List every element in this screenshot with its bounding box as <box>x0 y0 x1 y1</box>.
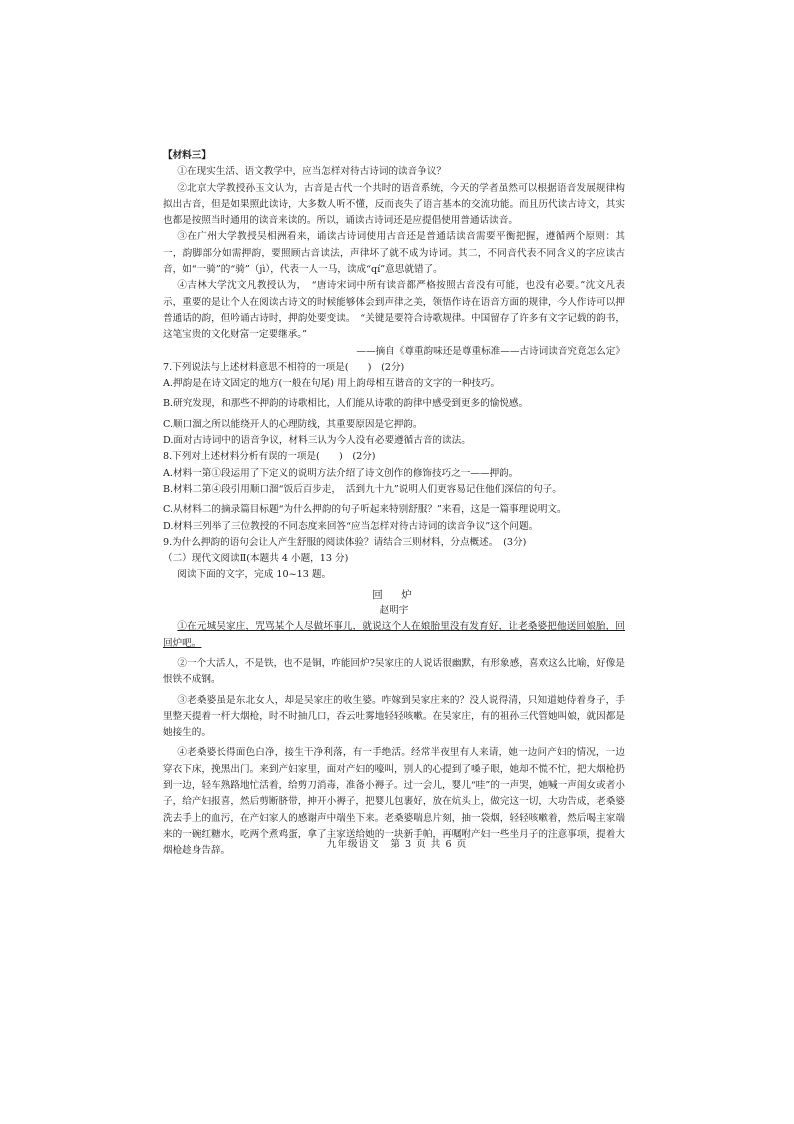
story-title: 回 炉 <box>372 588 416 601</box>
question-7-option-b: B.研究发现，和那些不押韵的诗歌相比，人们能从诗歌的韵律中感受到更多的愉悦感。 <box>163 398 529 410</box>
question-8-option-b: B.材料二第④段引用顺口溜“饭后百步走， 活到九十九”说明人们更容易记住他们深信的句子。 <box>163 483 562 495</box>
story-paragraph-1: ①在元城吴家庄，咒骂某个人尽做坏事儿，就说这个人在娘胎里没有发育好，让老桑婆把他送回娘胎，回回炉吧。 <box>163 621 625 649</box>
section2-heading: （二）现代文阅读Ⅱ(本题共 4 小题，13 分) <box>163 553 349 565</box>
question-7-option-c: C.顺口溜之所以能绕开人的心理防线，其重要原因是它押韵。 <box>163 418 423 430</box>
question-7-option-a: A.押韵是在诗文固定的地方(一般在句尾) 用上韵母相互谐音的文字的一种技巧。 <box>163 378 501 390</box>
section2-instruction: 阅读下面的文字，完成 10~13 题。 <box>177 569 332 581</box>
material3-paragraph-2: ②北京大学教授孙玉文认为，古音是古代一个共时的语音系统，今天的学者虽然可以根据语音发展规律构拟出古音，但是如果照此读诗，大多数人听不懂，反而丧失了语言基本的交流功能。而且历代读古诗文，其实也都是按照当时通用的读音来读的。所以，诵读古诗词还是应提倡使用普通话读音。 <box>163 182 625 227</box>
story-paragraph-4: ④老桑婆长得面色白净，接生干净利落，有一手绝活。经常半夜里有人来请，她一边问产妇的情况，一边穿衣下床，挽黑出门。来到产妇家里，面对产妇的嚎叫，别人的心提到了嗓子眼，她却不慌不忙，把大烟枪扔到一边，轻车熟路地忙活着，给剪刀消毒，准备小褥子。过一会儿，婴儿“哇”的一声哭，她喊一声闺女或者小子，给产妇报喜，然后剪断脐带，抻开小褥子，把婴儿包裹好，放在炕头上，做完这一切，大功告成，老桑婆洗去手上的血污，在产妇家人的感谢声中端坐下来。老桑婆喘息片刻，抽一袋烟，轻轻咳嗽着，然后喝主家端来的一碗红糖水，吃两个煮鸡蛋，拿了主家送给她的一块新手帕，再嘱咐产妇一些坐月子的注意事项，提着大烟枪趁身告辞。 <box>163 747 625 857</box>
material3-paragraph-4: ④吉林大学沈文凡教授认为， “唐诗宋词中所有读音都严格按照古音没有可能，也没有必要。”沈文凡表示，重要的是让个人在阅读古诗文的时候能够体会到声律之美，领悟作诗在语音方面的规律，今人作诗可以押普通话的韵，但吟诵古诗时，押韵处要变读。 “关键是要符合诗歌规律。中国留存了许多有文字记载的韵书，这笔宝贵的文化财富一定要继承。” <box>163 280 625 341</box>
page-footer: 九年级语文 第 3 页 共 6 页 <box>326 839 468 850</box>
story-paragraph-3: ③老桑婆虽是东北女人，却是吴家庄的收生婆。咋嫁到吴家庄来的？没人说得清，只知道她侍着身子，手里整天提着一杆大烟枪，时不时抽几口，吞云吐雾地轻轻咳嗽。在吴家庄，有的祖孙三代管她叫娘，就因都是她接生的。 <box>163 694 625 739</box>
question-9: 9.为什么押韵的语句会让人产生舒服的阅读体验？请结合三则材料，分点概述。 (3分) <box>163 536 527 548</box>
question-8-option-a: A.材料一第①段运用了下定义的说明方法介绍了诗文创作的修饰技巧之一——押韵。 <box>163 467 519 479</box>
question-8-option-d: D.材料三列举了三位教授的不同态度来回答“应当怎样对待古诗词的读音争议”这个问题。 <box>163 520 539 532</box>
question-8-option-c: C.从材料二的摘录篇目标题“为什么押韵的句子听起来特别舒服？”来看，这是一篇事理说明文。 <box>163 504 567 516</box>
question-7: 7.下列说法与上述材料意思不相符的一项是( ) (2分) <box>163 361 405 373</box>
story-author: 赵明宇 <box>379 605 409 617</box>
material3-paragraph-1: ①在现实生活、语文教学中，应当怎样对待古诗词的读音争议？ <box>177 166 447 178</box>
question-7-option-d: D.面对古诗词中的语音争议，材料三认为今人没有必要遵循古音的读法。 <box>163 435 471 447</box>
material3-paragraph-3: ③在广州大学教授吴相洲看来，诵读古诗词使用古音还是普通话读音需要平衡把握，遵循两个原则：其一，韵脚部分如需押韵，要照顾古音读法，声律坏了就不成为诗词。其二，不同音代表不同含义的字应读古音，如“一骑”的“骑”（jì），代表一人一马，读成“qí”意思就错了。 <box>163 231 625 276</box>
story-paragraph-2: ②一个大活人，不是铁，也不是铜，咋能回炉?吴家庄的人说话很幽默，有形象感，喜欢这么比喻，好像是恨铁不成钢。 <box>163 657 625 686</box>
page-content <box>163 148 625 859</box>
question-8: 8.下列对上述材料分析有误的一项是( ) (2分) <box>163 451 376 463</box>
material3-source: ——摘自《尊重韵味还是尊重标准——古诗词读音究竟怎么定》 <box>356 345 625 357</box>
material3-header: 【材料三】 <box>163 150 211 161</box>
